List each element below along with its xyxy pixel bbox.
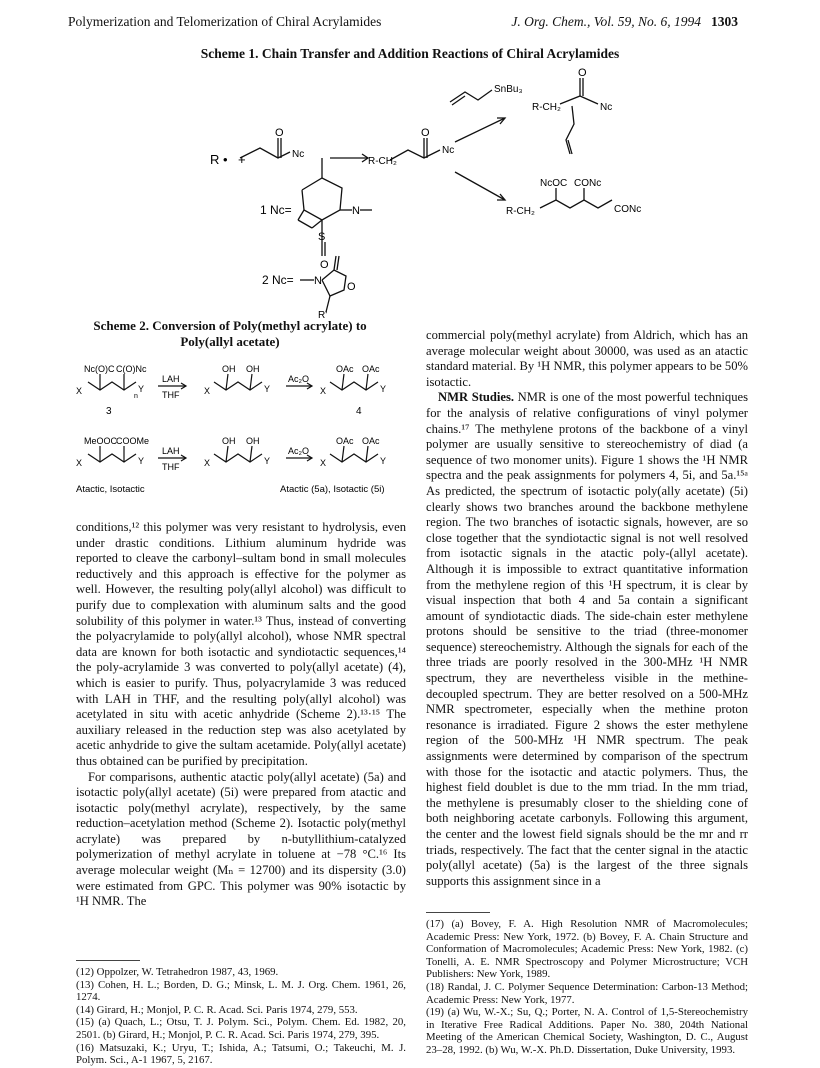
x-end-1: X	[76, 386, 83, 396]
sultam-o-atom: O	[320, 259, 329, 271]
scheme2-title	[60, 318, 400, 350]
y-end-2: Y	[264, 384, 271, 394]
oxazolidinone-o-atom: O	[347, 281, 356, 293]
oac-label-4: OAc	[362, 436, 380, 446]
nc-label-2: Nc	[442, 145, 455, 156]
left-paragraph-1: conditions,¹² this polymer was very resistant to hydrolysis, even under drastic conditions. Lithium aluminum hydride was reported to cleave the carbonyl–sultam bond in small molecules reductively and this approach is effective for the polymer as well. However, the resulting poly(allyl alcohol) was difficult to purify due to complexation with aluminum salts and the good solubility of this polymer in water.¹³ Thus, instead of converting the polyacrylamide to poly(allyl alcohol), whose NMR spectral data are known for both isotactic and syndiotactic sequences,¹⁴ the poly-acrylamide 3 was converted to poly(allyl acetate) (4), which is easier to purify. Thus, polyacrylamide 3 was reduced with LAH in THF, and the resulting poly(allyl alcohol) was acetylated in situ with acetic anhydride (Scheme 2).¹³·¹⁵ The auxiliary released in the reduction step was also acetylated by acetic anhydride to give the sultam acetamide. Poly(allyl acetate) thus obtained can be purified by precipitation.	[76, 520, 406, 768]
radical-label: R •	[210, 152, 228, 167]
y-end-1: Y	[138, 384, 145, 394]
nc-label-1: Nc	[292, 149, 305, 160]
plus-sign: +	[238, 152, 246, 167]
n-subscript-1: n	[134, 393, 138, 400]
left-caption: Atactic, Isotactic	[76, 484, 145, 495]
running-head-citation	[511, 14, 738, 30]
conc-label-1: CONc	[574, 178, 602, 189]
y-end-4: Y	[138, 456, 145, 466]
ac2o-label-1: Ac₂O	[288, 374, 309, 384]
oh-label-3: OH	[222, 436, 236, 446]
thf-label-1: THF	[162, 390, 180, 400]
right-column	[426, 328, 748, 889]
running-head	[68, 14, 738, 34]
footnotes-left	[76, 966, 406, 1067]
sultam-s-atom: S	[318, 231, 326, 243]
sultam-n-atom: N	[352, 205, 360, 217]
sultam-definition: 1 Nc=	[260, 203, 292, 217]
footnote-14: (14) Girard, H.; Monjol, P. C. R. Acad. Sci. Paris 1974, 279, 553.	[76, 1003, 358, 1016]
rprime-label: R'	[318, 310, 328, 318]
running-head-title: Polymerization and Telomerization of Chiral Acrylamides	[68, 14, 382, 29]
scheme1-title: Scheme 1. Chain Transfer and Addition Reactions of Chiral Acrylamides	[200, 46, 620, 61]
y-end-5: Y	[264, 456, 271, 466]
ncoc-label: NcOC	[540, 178, 568, 189]
right-paragraph-2	[426, 390, 748, 889]
thf-label-2: THF	[162, 462, 180, 472]
oxazolidinone-definition: 2 Nc=	[262, 273, 294, 287]
footnote-15: (15) (a) Quach, L.; Otsu, T. J. Polym. Sci., Polym. Chem. Ed. 1982, 20, 2501. (b) Girard, H.; Monjol, P. C. R. Acad. Sci. Paris 1974, 279, 395.	[76, 1016, 406, 1041]
left-paragraph-2: For comparisons, authentic atactic poly(allyl acetate) (5a) and isotactic poly(allyl acetate) (5i) were prepared from atactic and isotactic poly(methyl acrylate), respectively, by the same reduction–acetylation method (Scheme 2). Isotactic poly(methyl acrylate) was prepared by n-butyllithium-catalyzed polymerization of methyl acrylate in toluene at −78 °C.¹⁶ Its average molecular weight (Mₙ = 12700) and its dispersity (3.0) were estimated from GPC. This polymer was 90% isotactic by ¹H NMR. The	[76, 769, 406, 909]
scheme2-title-line2: Poly(allyl acetate)	[180, 334, 280, 349]
footnote-rule-left	[76, 960, 140, 961]
lah-label-2: LAH	[162, 446, 180, 456]
oac-label-3: OAc	[336, 436, 354, 446]
x-end-3: X	[320, 386, 327, 396]
right-caption: Atactic (5a), Isotactic (5i)	[280, 484, 385, 495]
x-end-5: X	[204, 458, 211, 468]
y-end-3: Y	[380, 384, 387, 394]
right-paragraph-1: commercial poly(methyl acrylate) from Aldrich, which has an average molecular weight about 30000, was used as an atactic standard material. By ¹H NMR, this polymer appears to be 50% isotactic.	[426, 328, 748, 389]
meooc-label: MeOOC	[84, 436, 118, 446]
compound-4-label: 4	[356, 406, 362, 417]
footnote-19: (19) (a) Wu, W.-X.; Su, Q.; Porter, N. A. Control of 1,5-Stereochemistry in Iterative Free Radical Additions. Paper No. 380, 204th National Meeting of the American Chemical Society, Washington, D. C., August 23–28, 1992. (b) Wu, W.-X. Ph.D. Dissertation, Duke University, 1993.	[426, 1006, 748, 1056]
footnote-12: (12) Oppolzer, W. Tetrahedron 1987, 43, 1969.	[76, 966, 279, 978]
scheme2-title-line1: Scheme 2. Conversion of Poly(methyl acrylate) to	[93, 318, 367, 333]
conc-label-s2: C(O)Nc	[116, 364, 147, 374]
rch2-label-2: R-CH₂	[532, 102, 561, 113]
x-end-2: X	[204, 386, 211, 396]
rch2-label-1: R-CH₂	[368, 156, 397, 167]
page-number: 1303	[711, 14, 738, 29]
nmr-studies-heading: NMR Studies.	[438, 390, 515, 405]
ac2o-label-2: Ac₂O	[288, 446, 309, 456]
conc-label-2: CONc	[614, 204, 642, 215]
nc-label-3: Nc	[600, 102, 613, 113]
oh-label-4: OH	[246, 436, 260, 446]
tributyltin-label: SnBu₃	[494, 84, 523, 95]
footnote-13: (13) Cohen, H. L.; Borden, D. G.; Minsk, L. M. J. Org. Chem. 1961, 26, 1274.	[76, 978, 406, 1004]
oac-label-2: OAc	[362, 364, 380, 374]
footnote-17: (17) (a) Bovey, F. A. High Resolution NMR of Macromolecules; Academic Press: New York, 1972. (b) Bovey, F. A. Chain Structure and Conformation of Macromolecules; Academic Press: New York, 1982. (c) Tonelli, A. E. NMR Spectroscopy and Polymer Microstructure; VCH Publishers: New York, 1989.	[426, 918, 748, 981]
footnotes-right	[426, 918, 748, 1057]
x-end-6: X	[320, 458, 327, 468]
oac-label-1: OAc	[336, 364, 354, 374]
ncoc-label-s2: Nc(O)C	[84, 364, 115, 374]
oh-label-1: OH	[222, 364, 236, 374]
right-paragraph-2-text: NMR is one of the most powerful techniques for the analysis of relative configurations of vinyl polymer chains.¹⁷ The methylene protons of the backbone of a vinyl polymer are usually sensitive to stereochemistry of diad (a sequence of two monomer units). Figure 1 shows the ¹H NMR spectra and the peak assignments for polymers 4, 5i, and 5a.¹⁵ᵃ As predicted, the spectrum of isotactic poly(ally acetate) (5i) clearly shows two branches around the backbone methylene region. The two branches of isotactic signals, however, are so close together that the syndiotactic signal is not well resolved from isotactic signals in the atactic poly-(allyl acetate). Although it is impossible to extract quantitative information from the methylene region of this ¹H spectrum, it is clear by visual inspection that both 4 and 5a contain a significant amount of syndiotactic diads. The side-chain ester methylene protons should be sensitive to the triad (three-monomer sequence) stereochemistry. Although the signals for each of the three triads are poorly resolved in the 300-MHz ¹H NMR spectrum, they are nevertheless visible in the methine-decoupled spectrum. They are better resolved on a 500-MHz NMR spectrometer, especially when the methine proton resonance is irradiated. Figure 2 shows the ester methylene region of the 500-MHz ¹H NMR spectrum. The peak assignments were determined by comparison of the spectrum with those for the isotactic and atactic polymers. Thus, the highest field doublet is due to the mm triad. In the mm triad, the methylene is presumably closer to the shielding cone of both neighboring acetate carbonyls. Following this argument, the center and the lowest field signals should be the mr and rr triads, respectively. The fact that the center signal in the atactic poly(allyl acetate) (5a) is the largest of the three signals supports this assignment since in a	[426, 390, 748, 888]
carbonyl-o-1: O	[275, 127, 284, 139]
journal-citation: J. Org. Chem., Vol. 59, No. 6, 1994	[511, 14, 701, 29]
left-column	[76, 520, 406, 910]
carbonyl-o-2: O	[421, 127, 430, 139]
footnote-16: (16) Matsuzaki, K.; Uryu, T.; Ishida, A.; Tatsumi, O.; Takeuchi, M. J. Polym. Sci., A-1 1967, 5, 2167.	[76, 1041, 406, 1067]
oxazolidinone-n-atom: N	[314, 275, 322, 287]
oh-label-2: OH	[246, 364, 260, 374]
lah-label-1: LAH	[162, 374, 180, 384]
scheme2-diagram	[76, 352, 406, 508]
rch2-label-3: R-CH₂	[506, 206, 535, 217]
footnote-18: (18) Randal, J. C. Polymer Sequence Determination: Carbon-13 Method; Academic Press: New York, 1977.	[426, 980, 748, 1006]
carbonyl-o-3: O	[578, 67, 587, 79]
scheme1-diagram	[0, 60, 820, 318]
x-end-4: X	[76, 458, 83, 468]
compound-3-label: 3	[106, 406, 112, 417]
coome-label: COOMe	[116, 436, 150, 446]
footnote-rule-right	[426, 912, 490, 913]
y-end-6: Y	[380, 456, 387, 466]
